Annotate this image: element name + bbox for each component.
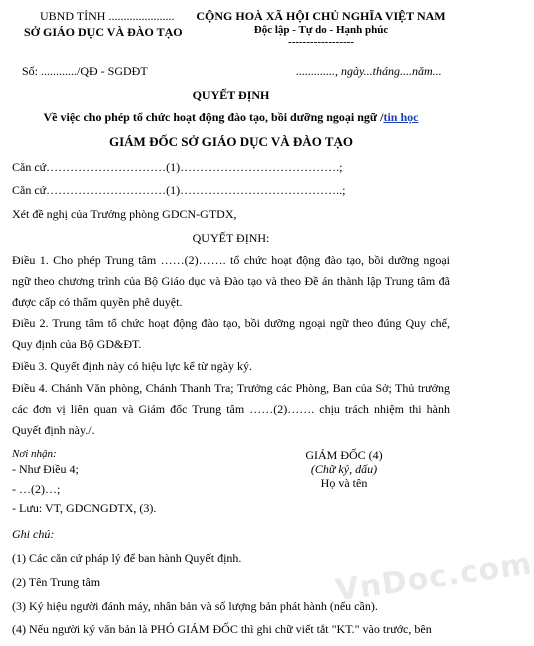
motto-rule: ------------------ bbox=[288, 36, 354, 48]
note-item: (3) Ký hiệu người đánh máy, nhân bản và số lượng bản phát hành (nếu cần). bbox=[12, 599, 378, 613]
nation-title: CỘNG HOÀ XÃ HỘI CHỦ NGHĨA VIỆT NAM bbox=[196, 9, 446, 23]
subject-text: Về việc cho phép tổ chức hoạt động đào tạo, bồi dưỡng ngoại ngữ / bbox=[43, 110, 384, 124]
document-subject bbox=[0, 110, 462, 125]
document-date: ............., ngày...tháng....năm... bbox=[296, 64, 442, 78]
article-3: Điều 3. Quyết định này có hiệu lực kể từ ngày ký. bbox=[12, 359, 252, 373]
authority-title: GIÁM ĐỐC SỞ GIÁO DỤC VÀ ĐÀO TẠO bbox=[108, 134, 353, 149]
agency-line-1: UBND TỈNH ...................... bbox=[40, 9, 175, 23]
subject-link[interactable]: tin học bbox=[383, 110, 419, 124]
article-4: Điều 4. Chánh Văn phòng, Chánh Thanh Tra; Trưởng các Phòng, Ban của Sở; Thủ trưởng các đơn vị liên quan và Giám đốc Trung tâm ……(2)……. chịu trách nhiệm thi hành Quyết định này./. bbox=[12, 381, 450, 437]
decides-heading: QUYẾT ĐỊNH: bbox=[192, 231, 270, 245]
basis-2: Căn cứ…………………………(1)…………………………………..; bbox=[12, 183, 346, 197]
notes-label: Ghi chú: bbox=[12, 527, 55, 541]
article-1: Điều 1. Cho phép Trung tâm ……(2)……. tổ chức hoạt động đào tạo, bồi dưỡng ngoại ngữ theo chương trình của Bộ Giáo dục và Đào tạo và theo Đề án thành lập Trung tâm đã được cấp có thẩm quyền phê duyệt. bbox=[12, 253, 450, 309]
signer-name: Họ và tên bbox=[320, 476, 368, 490]
basis-proposal: Xét đề nghị của Trưởng phòng GDCN-GTDX, bbox=[12, 207, 237, 221]
note-item: (1) Các căn cứ pháp lý để ban hành Quyết định. bbox=[12, 551, 242, 565]
recipient-item: - Như Điều 4; bbox=[12, 462, 79, 476]
agency-line-2: SỞ GIÁO DỤC VÀ ĐÀO TẠO bbox=[24, 25, 183, 39]
signature-note: (Chữ ký, dấu) bbox=[310, 462, 378, 476]
note-item: (2) Tên Trung tâm bbox=[12, 575, 101, 589]
recipient-item: - Lưu: VT, GDCNGDTX, (3). bbox=[12, 501, 157, 515]
note-item: (4) Nếu người ký văn bản là PHÓ GIÁM ĐỐC thì ghi chữ viết tắt "KT." vào trước, bên bbox=[12, 622, 432, 636]
watermark: VnDoc.com bbox=[333, 546, 534, 609]
document-title: QUYẾT ĐỊNH bbox=[192, 88, 270, 102]
recipients-label: Nơi nhận: bbox=[12, 448, 57, 460]
basis-1: Căn cứ…………………………(1)………………………………….; bbox=[12, 160, 343, 174]
recipient-item: - …(2)…; bbox=[12, 482, 61, 496]
document-number: Số: ............/QĐ - SGDĐT bbox=[22, 64, 148, 78]
signature-title: GIÁM ĐỐC (4) bbox=[305, 448, 383, 462]
motto: Độc lập - Tự do - Hạnh phúc bbox=[253, 24, 389, 36]
article-2: Điều 2. Trung tâm tổ chức hoạt động đào tạo, bồi dưỡng ngoại ngữ theo đúng Quy chế, Quy định của Bộ GD&ĐT. bbox=[12, 316, 450, 351]
